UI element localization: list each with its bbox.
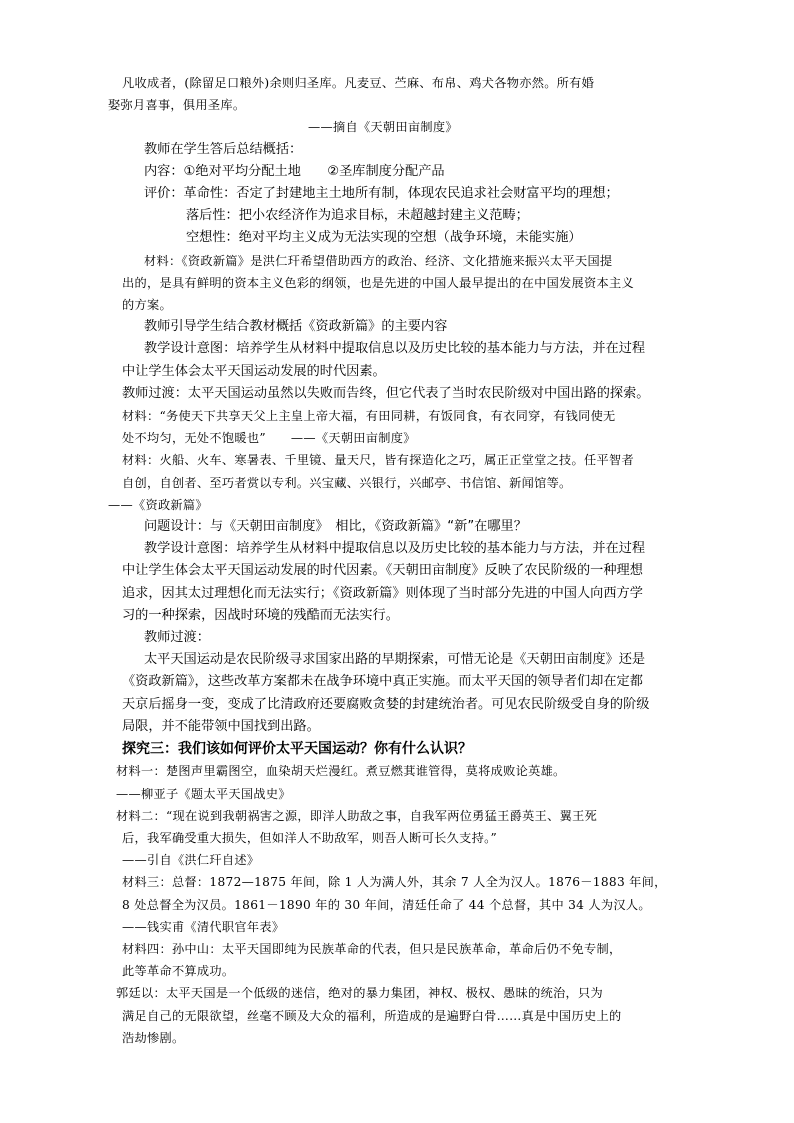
material-text: 材料三：总督：1872—1875 年间，除 1 人为满人外，其余 7 人全为汉人。1876－1883 年间，: [122, 875, 667, 890]
material-text: 材料：火船、火车、寒暑表、千里镜、量天尺，皆有探造化之巧，属正正堂堂之技。任平智者: [122, 453, 634, 468]
text-line: 教师在学生答后总结概括：: [144, 141, 303, 157]
text-line: 太平天国运动是农民阶级寻求国家出路的早期探索，可惜无论是《天朝田亩制度》还是: [144, 652, 646, 668]
text-line: 教师过渡：太平天国运动虽然以失败而告终，但它代表了当时农民阶级对中国出路的探索。: [122, 385, 650, 401]
material-text: 材料一：楚图声里霸图空，血染胡天烂漫红。煮豆燃萁谁管得，莫将成败论英雄。: [116, 764, 566, 779]
text-line: 凡收成者，(除留足口粮外)余则归圣库。凡麦豆、苎麻、布帛、鸡犬各物亦然。所有婚: [122, 76, 595, 90]
text-line: 落后性：把小农经济作为追求目标，未超越封建主义范畴；: [186, 208, 529, 224]
material-text: 材料：《资政新篇》是洪仁玕希望借助西方的政治、经济、文化措施来振兴太平天国提: [144, 253, 613, 268]
material-text: 浩劫惨剧。: [122, 1030, 185, 1045]
text-line: 中让学生体会太平天国运动发展的时代因素。: [122, 363, 386, 379]
material-text: 郭廷以：太平天国是一个低级的迷信，绝对的暴力集团，神权、极权、愚昧的统治，只为: [116, 986, 604, 1001]
source-citation: ——摘自《天朝田亩制度》: [308, 120, 458, 135]
text-line: 内容：①绝对平均分配土地 ②圣库制度分配产品: [144, 163, 445, 179]
text-line: 中让学生体会太平天国运动发展的时代因素。《天朝田亩制度》反映了农民阶级的一种理想: [122, 563, 643, 579]
material-text: 自创，自创者、至巧者赏以专利。兴宝藏、兴银行，兴邮亭、书信馆、新闻馆等。: [122, 475, 572, 490]
text-line: 追求，因其太过理想化而无法实行；《资政新篇》则体现了当时部分先进的中国人向西方学: [122, 585, 643, 601]
text-line: 教学设计意图：培养学生从材料中提取信息以及历史比较的基本能力与方法，并在过程: [144, 541, 646, 557]
material-text: 8 处总督全为汉员。1861－1890 年的 30 年间，清廷任命了 44 个总督，其中 34 人为汉人。: [122, 897, 651, 912]
material-text: 材料：“务使天下共享天父上主皇上帝大福，有田同耕，有饭同食，有衣同穿，有钱同使无: [122, 409, 616, 424]
text-line: 局限，并不能带领中国找到出路。: [122, 718, 320, 734]
source-citation: ——柳亚子《题太平天国战史》: [116, 786, 291, 801]
section-heading: 探究三：我们该如何评价太平天国运动？你有什么认识？: [122, 741, 472, 758]
text-line: 习的一种探索，因战时环境的残酷而无法实行。: [122, 607, 399, 623]
text-line: 教师过渡：: [144, 630, 210, 646]
text-line: 评价：革命性：否定了封建地主土地所有制，体现农民追求社会财富平均的理想；: [144, 186, 619, 202]
question-line: 问题设计：与《天朝田亩制度》 相比，《资政新篇》“新”在哪里？: [144, 519, 527, 535]
material-text: 后，我军确受重大损失，但如洋人不助敌军，则吾人断可长久支持。”: [122, 830, 498, 845]
material-text: 的方案。: [122, 298, 172, 313]
source-citation: ——钱实甫《清代职官年表》: [122, 919, 285, 934]
material-text: 材料二：“现在说到我朝祸害之源，即洋人助敌之事，自我军两位勇猛王爵英王、翼王死: [116, 808, 598, 823]
material-text: 出的，是具有鲜明的资本主义色彩的纲领，也是先进的中国人最早提出的在中国发展资本主义: [122, 275, 634, 290]
source-citation: ——《资政新篇》: [108, 497, 208, 512]
text-line: 《资政新篇》，这些改革方案都未在战争环境中真正实施。而太平天国的领导者们却在定都: [122, 674, 643, 690]
text-line: 娶弥月喜事，俱用圣库。: [108, 98, 246, 113]
material-text: 满足自己的无限欲望，丝毫不顾及大众的福利，所造成的是遍野白骨……真是中国历史上的: [122, 1008, 622, 1023]
source-citation: ——引自《洪仁玕自述》: [122, 853, 260, 868]
material-text: 此等革命不算成功。: [122, 964, 235, 979]
text-line: 教学设计意图：培养学生从材料中提取信息以及历史比较的基本能力与方法，并在过程: [144, 341, 646, 357]
text-line: 天京后摇身一变，变成了比清政府还要腐败贪婪的封建统治者。可见农民阶级受自身的阶级: [122, 696, 650, 712]
text-line: 空想性：绝对平均主义成为无法实现的空想（战争环境，未能实施）: [186, 230, 582, 246]
text-line: 教师引导学生结合教材概括《资政新篇》的主要内容: [144, 319, 448, 335]
document-page: [108, 72, 682, 1049]
material-text: 处不均匀，无处不饱暖也” ——《天朝田亩制度》: [122, 431, 416, 446]
material-text: 材料四：孙中山：太平天国即纯为民族革命的代表，但只是民族革命，革命后仍不免专制，: [122, 941, 622, 956]
